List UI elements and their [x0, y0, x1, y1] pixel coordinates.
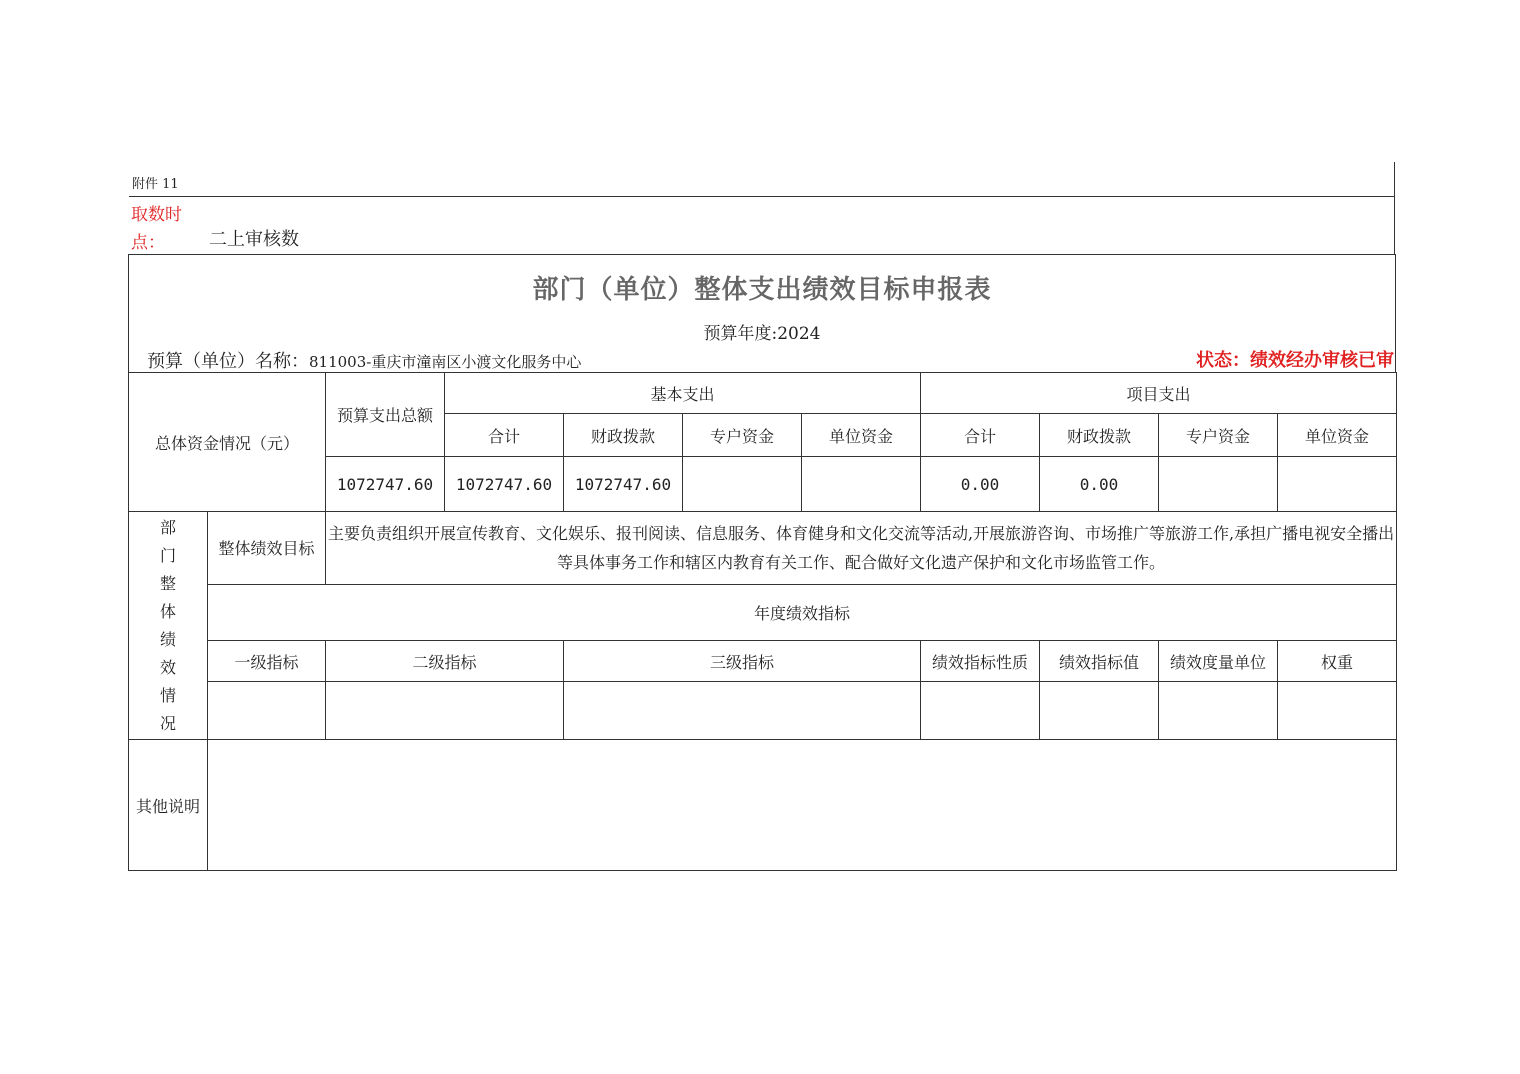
attachment-row [129, 162, 1395, 197]
sub-header: 单位资金 [802, 414, 921, 457]
indicator-header: 绩效指标值 [1040, 641, 1159, 682]
funds-value: 1072747.60 [326, 457, 445, 512]
sub-header: 专户资金 [683, 414, 802, 457]
indicators-header-row [129, 641, 1397, 682]
funds-value [1159, 457, 1278, 512]
goal-label: 整体绩效目标 [208, 512, 326, 585]
fetch-time-value: 二上审核数 [209, 229, 299, 250]
unit-name-line [147, 347, 581, 373]
indicator-cell [564, 682, 921, 740]
indicator-cell [921, 682, 1040, 740]
status-badge: 状态：绩效经办审核已审 [1196, 350, 1394, 371]
indicators-title: 年度绩效指标 [208, 585, 1397, 641]
funds-value [683, 457, 802, 512]
funds-value [802, 457, 921, 512]
goal-row [129, 512, 1397, 585]
sub-header: 财政拨款 [1040, 414, 1159, 457]
report-header [128, 254, 1396, 373]
funds-value: 1072747.60 [445, 457, 564, 512]
sub-header: 单位资金 [1278, 414, 1397, 457]
indicator-header: 一级指标 [208, 641, 326, 682]
unit-name-label: 预算（单位）名称： [147, 351, 309, 372]
report-title: 部门（单位）整体支出绩效目标申报表 [532, 275, 992, 305]
funds-value [1278, 457, 1397, 512]
attachment-label: 附件 11 [132, 177, 179, 192]
funds-value: 1072747.60 [564, 457, 683, 512]
sub-header: 合计 [445, 414, 564, 457]
indicator-cell [1040, 682, 1159, 740]
fetch-time-label: 取数时点： [131, 205, 182, 253]
indicator-cell [208, 682, 326, 740]
indicator-header: 三级指标 [564, 641, 921, 682]
indicators-empty-row [129, 682, 1397, 740]
basic-header: 基本支出 [445, 373, 921, 414]
other-notes-value [208, 740, 1397, 871]
total-header: 预算支出总额 [326, 373, 445, 457]
indicator-cell [1278, 682, 1397, 740]
indicator-header: 绩效指标性质 [921, 641, 1040, 682]
sub-header: 合计 [921, 414, 1040, 457]
other-notes-label: 其他说明 [129, 740, 208, 871]
indicators-title-row [129, 585, 1397, 641]
performance-section-label: 部 门 整 体 绩 效 情 况 [129, 512, 208, 740]
indicator-header: 绩效度量单位 [1159, 641, 1278, 682]
goal-text: 主要负责组织开展宣传教育、文化娱乐、报刊阅读、信息服务、体育健身和文化交流等活动,开展旅游咨询、市场推广等旅游工作,承担广播电视安全播出等具体事务工作和辖区内教育有关工作、配合做好文化遗产保护和文化市场监管工作。 [326, 512, 1397, 585]
indicator-header: 权重 [1278, 641, 1397, 682]
indicator-cell [326, 682, 564, 740]
funds-value: 0.00 [1040, 457, 1159, 512]
project-header: 项目支出 [921, 373, 1397, 414]
indicator-cell [1159, 682, 1278, 740]
unit-name-value: 811003-重庆市潼南区小渡文化服务中心 [309, 353, 582, 371]
funds-value: 0.00 [921, 457, 1040, 512]
other-notes-row [129, 740, 1397, 871]
sub-header: 专户资金 [1159, 414, 1278, 457]
sub-header: 财政拨款 [564, 414, 683, 457]
performance-table [128, 372, 1397, 871]
indicator-header: 二级指标 [326, 641, 564, 682]
budget-year: 预算年度:2024 [703, 324, 821, 344]
funds-header-row [129, 373, 1397, 414]
fetch-time-row [129, 197, 1395, 254]
funds-row-label: 总体资金情况（元） [129, 373, 326, 512]
